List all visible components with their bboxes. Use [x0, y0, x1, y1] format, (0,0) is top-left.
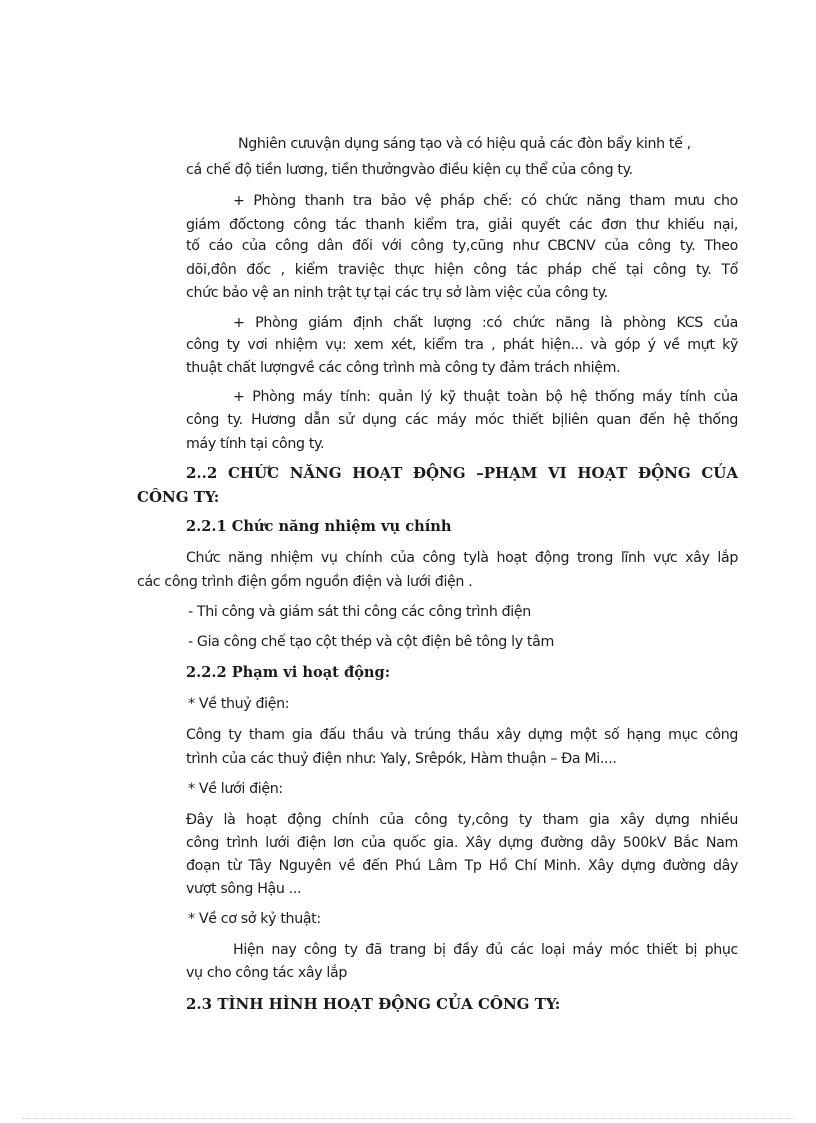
paragraph-line: đoạn từ Tây Nguyên về đến Phú Lâm Tp Hồ Chí Minh. Xây dựng đường dây [186, 858, 738, 874]
section-heading: 2..2 CHỨC NĂNG HOẠT ĐỘNG –PHẠM VI HOẠT ĐỘNG CỦA [186, 464, 738, 482]
list-item: - Gia công chế tạo cột thép và cột điện bê tông ly tâm [188, 634, 554, 650]
paragraph-line: Đây là hoạt động chính của công ty,công ty tham gia xây dựng nhiều [186, 812, 738, 828]
paragraph-line: + Phòng giám định chất lượng :có chức năng là phòng KCS của [233, 315, 738, 331]
paragraph-line: dõi,đôn đốc , kiểm traviệc thực hiện công tác pháp chế tại công ty. Tổ [186, 262, 738, 278]
section-heading: CÔNG TY: [137, 488, 220, 506]
paragraph-line: vượt sông Hậu ... [186, 881, 302, 897]
paragraph-line: máy tính tại công ty. [186, 436, 325, 452]
paragraph-line: công trình lưới điện lơn của quốc gia. Xây dựng đường dây 500kV Bắc Nam [186, 835, 738, 851]
paragraph-line: trình của các thuỷ điện như: Yaly, Srêpók, Hàm thuận – Đa Mi.... [186, 751, 617, 767]
paragraph-line: Công ty tham gia đấu thầu và trúng thầu xây dựng một số hạng mục công [186, 727, 738, 743]
subtopic-label: * Về cơ sở kỷ thuật: [188, 911, 321, 927]
subtopic-label: * Về lưới điện: [188, 781, 283, 797]
paragraph-line: thuật chất lượngvề các công trình mà công ty đảm trách nhiệm. [186, 360, 621, 376]
paragraph-line: tố cáo của công dân đối với công ty,cũng như CBCNV của công ty. Theo [186, 238, 738, 254]
paragraph-line: cá chế độ tiền lương, tiền thưởngvào điều kiện cụ thể của công ty. [186, 162, 633, 178]
paragraph-line: Hiện nay công ty đã trang bị đầy đủ các loại máy móc thiết bị phục [233, 942, 738, 958]
paragraph-line: Nghiên cưuvận dụng sáng tạo và có hiệu quả các đòn bẩy kinh tế , [238, 136, 691, 152]
paragraph-line: vụ cho công tác xây lắp [186, 965, 348, 981]
paragraph-line: chức bảo vệ an ninh trật tự tại các trụ sở làm việc của công ty. [186, 285, 608, 301]
section-heading: 2.3 TÌNH HÌNH HOẠT ĐỘNG CỦA CÔNG TY: [186, 995, 561, 1013]
page-bottom-rule [22, 1118, 794, 1119]
paragraph-line: giám đốctong công tác thanh kiểm tra, giải quyết các đơn thư khiếu nại, [186, 217, 738, 233]
paragraph-line: công ty vơi nhiệm vụ: xem xét, kiểm tra , phát hiện... và góp ý về mựt kỹ [186, 337, 738, 353]
paragraph-line: + Phòng máy tính: quản lý kỹ thuật toàn bộ hệ thống máy tính của [233, 389, 738, 405]
paragraph-line: Chức năng nhiệm vụ chính của công tylà hoạt động trong lĩnh vực xây lắp [186, 550, 738, 566]
list-item: - Thi công và giám sát thi công các công trình điện [188, 604, 531, 620]
subtopic-label: * Về thuỷ điện: [188, 696, 290, 712]
paragraph-line: các công trình điện gồm nguồn điện và lưới điện . [137, 574, 473, 590]
subsection-heading: 2.2.2 Phạm vi hoạt động: [186, 664, 391, 681]
paragraph-line: + Phòng thanh tra bảo vệ pháp chế: có chức năng tham mưu cho [233, 193, 738, 209]
paragraph-line: công ty. Hương dẫn sử dụng các máy móc thiết bịliên quan đến hệ thống [186, 412, 738, 428]
subsection-heading: 2.2.1 Chức năng nhiệm vụ chính [186, 518, 452, 535]
